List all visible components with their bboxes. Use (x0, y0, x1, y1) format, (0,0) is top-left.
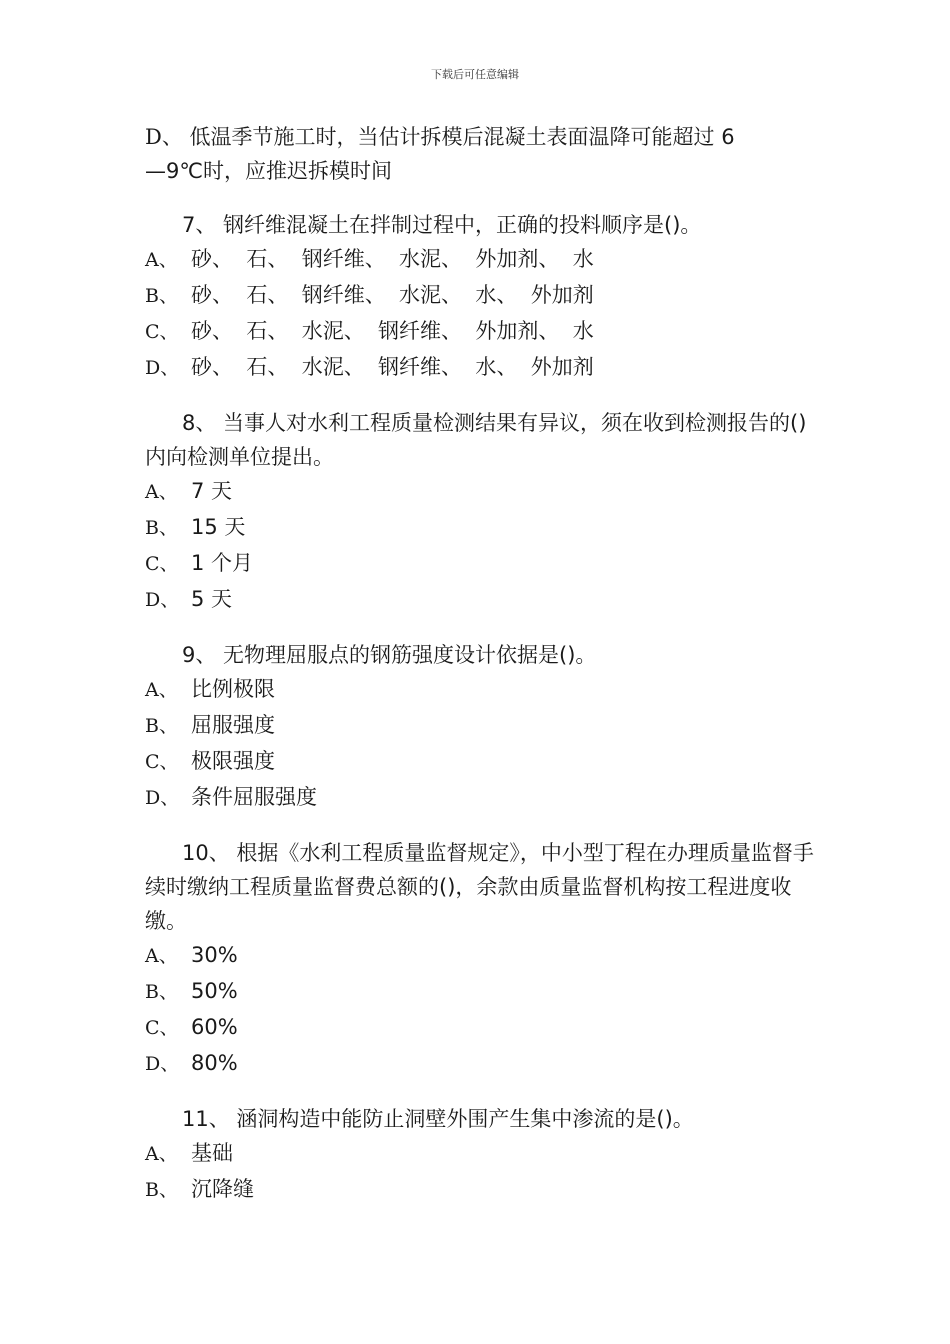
document-body (145, 120, 815, 1208)
option-text: 基础 (191, 1141, 233, 1165)
option-text: 砂、 石、 水泥、 钢纤维、 水、 外加剂 (191, 355, 594, 379)
question-stem: 10、 根据《水利工程质量监督规定》，中小型丁程在办理质量监督手续时缴纳工程质量监督费总额的()，余款由质量监督机构按工程进度收缴。 (145, 841, 814, 933)
option-c (145, 744, 815, 780)
option-label: D、 (145, 787, 180, 809)
option-text: 5 天 (191, 587, 233, 611)
option-b (145, 278, 815, 314)
option-label: C、 (145, 751, 179, 773)
option-text: 比例极限 (191, 677, 275, 701)
option-label: B、 (145, 1179, 178, 1201)
option-c (145, 314, 815, 350)
page-header: 下载后可任意编辑 (431, 68, 519, 81)
option-label: C、 (145, 1017, 179, 1039)
option-text: 屈服强度 (191, 713, 275, 737)
option-c (145, 546, 815, 582)
option-text: 30% (191, 943, 238, 967)
question-stem: 7、 钢纤维混凝土在拌制过程中，正确的投料顺序是()。 (182, 213, 702, 237)
option-text: 条件屈服强度 (191, 785, 317, 809)
option-label: A、 (145, 945, 178, 967)
option-text: 50% (191, 979, 238, 1003)
option-label: D、 (145, 357, 180, 379)
option-b (145, 510, 815, 546)
option-label: B、 (145, 981, 178, 1003)
option-text: 极限强度 (191, 749, 275, 773)
option-text: 7 天 (191, 479, 233, 503)
option-label: D、 (145, 1053, 180, 1075)
option-d (145, 582, 815, 618)
question-stem: 8、 当事人对水利工程质量检测结果有异议，须在收到检测报告的()内向检测单位提出。 (145, 411, 807, 469)
question-stem: 9、 无物理屈服点的钢筋强度设计依据是()。 (182, 643, 597, 667)
option-label: D、 (145, 589, 180, 611)
option-text: 1 个月 (191, 551, 254, 575)
prev-option-d (145, 120, 815, 154)
option-d (145, 350, 815, 386)
option-label: D、 (145, 125, 183, 149)
option-a (145, 938, 815, 974)
option-label: C、 (145, 553, 179, 575)
option-d (145, 1046, 815, 1082)
option-b (145, 1172, 815, 1208)
option-label: A、 (145, 679, 178, 701)
option-a (145, 474, 815, 510)
option-text-line1: 低温季节施工时，当估计拆模后混凝土表面温降可能超过 6 (189, 125, 735, 149)
option-text: 砂、 石、 水泥、 钢纤维、 外加剂、 水 (191, 319, 594, 343)
option-a (145, 1136, 815, 1172)
option-text: 砂、 石、 钢纤维、 水泥、 水、 外加剂 (191, 283, 594, 307)
option-text: 15 天 (191, 515, 246, 539)
option-d (145, 780, 815, 816)
option-text: 砂、 石、 钢纤维、 水泥、 外加剂、 水 (191, 247, 594, 271)
option-label: A、 (145, 1143, 178, 1165)
option-text-line2: —9℃时，应推迟拆模时间 (145, 159, 392, 183)
option-c (145, 1010, 815, 1046)
option-label: B、 (145, 285, 178, 307)
option-label: B、 (145, 715, 178, 737)
option-label: C、 (145, 321, 179, 343)
option-label: A、 (145, 481, 178, 503)
option-label: A、 (145, 249, 178, 271)
option-text: 80% (191, 1051, 238, 1075)
option-text: 沉降缝 (191, 1177, 254, 1201)
option-b (145, 974, 815, 1010)
question-stem: 11、 涵洞构造中能防止洞壁外围产生集中渗流的是()。 (182, 1107, 694, 1131)
option-b (145, 708, 815, 744)
option-label: B、 (145, 517, 178, 539)
option-a (145, 672, 815, 708)
option-text: 60% (191, 1015, 238, 1039)
option-a (145, 242, 815, 278)
